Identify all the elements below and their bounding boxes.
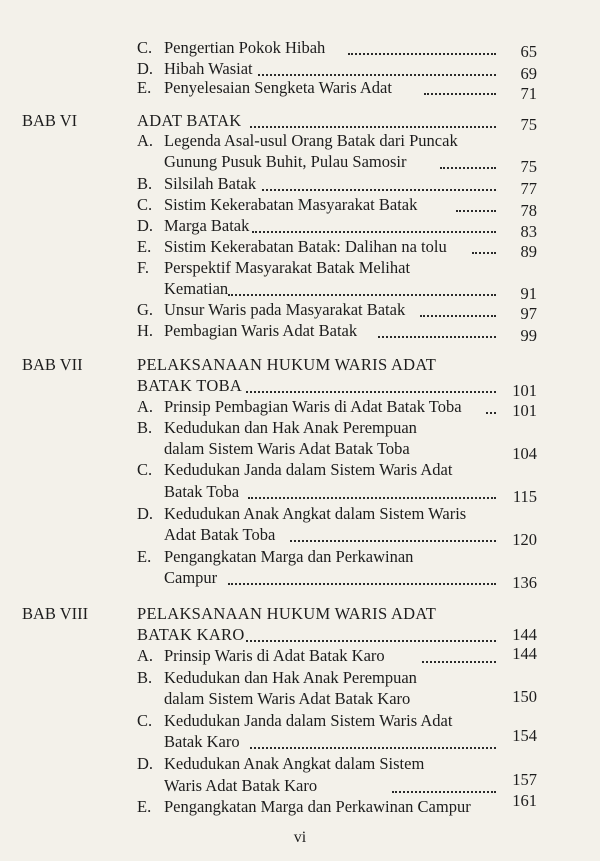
entry-text: Batak Karo (164, 732, 240, 751)
entry-letter: C. (137, 195, 153, 214)
entry-page: 115 (512, 487, 537, 506)
entry-page: 91 (520, 284, 537, 303)
chapter-title: PELAKSANAAN HUKUM WARIS ADAT (137, 604, 437, 623)
entry-text: Kedudukan dan Hak Anak Perempuan (164, 418, 417, 437)
entry-page: 65 (520, 42, 537, 61)
entry-text: Penyelesaian Sengketa Waris Adat (164, 78, 392, 97)
toc-entry (0, 130, 600, 152)
entry-text: Kedudukan Janda dalam Sistem Waris Adat (164, 460, 453, 479)
toc-entry (0, 667, 600, 689)
toc-entry (0, 791, 600, 818)
entry-page: 99 (520, 326, 537, 345)
entry-text: Prinsip Pembagian Waris di Adat Batak Toba (164, 397, 462, 416)
entry-letter: A. (137, 131, 154, 150)
entry-text: Pengertian Pokok Hibah (164, 38, 326, 57)
entry-letter: D. (137, 59, 154, 78)
chapter-page: 75 (520, 115, 537, 134)
toc-entry-continuation (0, 278, 600, 303)
toc-entry (0, 257, 600, 279)
chapter-title: BATAK TOBA (137, 376, 243, 395)
entry-letter: E. (137, 547, 152, 566)
toc-entry-continuation (0, 481, 600, 506)
chapter-title: BATAK KARO (137, 625, 245, 644)
dot-leader (246, 389, 496, 393)
toc-entry (0, 459, 600, 481)
entry-text: Batak Toba (164, 482, 240, 501)
dot-leader (250, 745, 496, 749)
entry-page: 71 (520, 84, 537, 103)
entry-text: Waris Adat Batak Karo (164, 776, 318, 795)
dot-leader (420, 313, 496, 317)
dot-leader (440, 165, 496, 169)
entry-letter: E. (137, 78, 152, 97)
dot-leader (472, 250, 496, 254)
entry-letter: G. (137, 300, 154, 319)
entry-letter: D. (137, 216, 154, 235)
entry-text: Pengangkatan Marga dan Perkawinan (164, 547, 414, 566)
entry-text: Marga Batak (164, 216, 250, 235)
toc-entry (0, 194, 600, 220)
toc-entry (0, 77, 600, 103)
toc-entry-continuation (0, 567, 600, 592)
toc-entry (0, 236, 600, 261)
dot-leader (290, 538, 496, 542)
toc-entry (0, 215, 600, 241)
entry-page: 101 (512, 401, 537, 420)
dot-leader (422, 659, 496, 663)
entry-text: Perspektif Masyarakat Batak Melihat (164, 258, 411, 277)
toc-entry-continuation (0, 726, 600, 753)
entry-letter: B. (137, 668, 153, 687)
dot-leader (258, 72, 496, 76)
chapter-page: 101 (512, 381, 537, 400)
dot-leader (246, 638, 496, 642)
chapter-heading (0, 354, 600, 376)
entry-text: Hibah Wasiat (164, 59, 253, 78)
entry-letter: D. (137, 754, 154, 773)
toc-entry (0, 503, 600, 525)
entry-text: Kedudukan Anak Angkat dalam Sistem Waris (164, 504, 467, 523)
entry-page: 83 (520, 222, 537, 241)
entry-letter: B. (137, 418, 153, 437)
entry-text: Kedudukan Janda dalam Sistem Waris Adat (164, 711, 453, 730)
dot-leader (252, 229, 496, 233)
dot-leader (392, 789, 496, 793)
entry-page: 154 (512, 726, 537, 745)
entry-text: Kedudukan dan Hak Anak Perempuan (164, 668, 417, 687)
entry-letter: D. (137, 504, 154, 523)
entry-page: 104 (512, 444, 537, 463)
dot-leader (248, 495, 496, 499)
toc-entry (0, 645, 600, 667)
entry-text: Legenda Asal-usul Orang Batak dari Puncak (164, 131, 458, 150)
chapter-number: BAB VII (22, 355, 83, 374)
dot-leader (424, 91, 496, 95)
dot-leader (378, 334, 496, 338)
chapter-title: ADAT BATAK (137, 111, 242, 130)
entry-letter: H. (137, 321, 154, 340)
chapter-number: BAB VI (22, 111, 78, 130)
toc-entry (0, 710, 600, 732)
entry-text: Pengangkatan Marga dan Perkawinan Campur (164, 797, 471, 816)
entry-letter: F. (137, 258, 149, 277)
dot-leader (348, 51, 496, 55)
entry-page: 69 (520, 64, 537, 83)
entry-text: Kedudukan Anak Angkat dalam Sistem (164, 754, 425, 773)
chapter-page: 144 (512, 625, 537, 644)
entry-text: Pembagian Waris Adat Batak (164, 321, 358, 340)
toc-entry (0, 320, 600, 345)
entry-text: dalam Sistem Waris Adat Batak Toba (164, 439, 410, 458)
entry-letter: C. (137, 460, 153, 479)
chapter-heading (0, 110, 600, 132)
entry-page: 89 (520, 242, 537, 261)
entry-letter: A. (137, 646, 154, 665)
entry-page: 78 (520, 201, 537, 220)
entry-page: 136 (512, 573, 537, 592)
entry-page: 120 (512, 530, 537, 549)
entry-page: 157 (512, 770, 537, 789)
dot-leader (228, 581, 496, 585)
dot-leader (456, 208, 496, 212)
toc-entry-continuation (0, 151, 600, 176)
dot-leader (262, 187, 496, 191)
entry-page: 77 (520, 179, 537, 198)
chapter-number: BAB VIII (22, 604, 89, 623)
entry-page: 75 (520, 157, 537, 176)
toc-entry (0, 37, 600, 59)
toc-entry (0, 299, 600, 321)
entry-text: Sistim Kekerabatan Batak: Dalihan na tolu (164, 237, 447, 256)
toc-entry (0, 753, 600, 775)
toc-entry-continuation (0, 770, 600, 797)
entry-text: Prinsip Waris di Adat Batak Karo (164, 646, 385, 665)
entry-letter: E. (137, 797, 152, 816)
entry-page: 144 (512, 644, 537, 663)
entry-page: 161 (512, 791, 537, 810)
entry-text: Sistim Kekerabatan Masyarakat Batak (164, 195, 418, 214)
toc-entry-continuation (0, 524, 600, 549)
entry-text: Gunung Pusuk Buhit, Pulau Samosir (164, 152, 407, 171)
chapter-title: PELAKSANAAN HUKUM WARIS ADAT (137, 355, 437, 374)
dot-leader (486, 410, 496, 414)
toc-entry-continuation (0, 688, 600, 710)
toc-entry (0, 396, 600, 418)
dot-leader (228, 292, 496, 296)
entry-page: 150 (512, 687, 537, 706)
toc-entry-continuation (0, 438, 600, 463)
toc-entry (0, 417, 600, 439)
toc-entry (0, 546, 600, 568)
page-number: vi (293, 829, 307, 846)
entry-letter: E. (137, 237, 152, 256)
entry-letter: C. (137, 711, 153, 730)
chapter-heading-continuation (0, 624, 600, 646)
entry-text: Kematian (164, 279, 229, 298)
entry-text: dalam Sistem Waris Adat Batak Karo (164, 689, 411, 708)
chapter-heading-continuation (0, 375, 600, 400)
entry-page: 97 (520, 304, 537, 323)
entry-text: Campur (164, 568, 218, 587)
entry-letter: A. (137, 397, 154, 416)
entry-text: Unsur Waris pada Masyarakat Batak (164, 300, 406, 319)
entry-text: Silsilah Batak (164, 174, 257, 193)
chapter-heading (0, 603, 600, 625)
toc-entry (0, 173, 600, 198)
entry-letter: C. (137, 38, 153, 57)
entry-letter: B. (137, 174, 153, 193)
entry-text: Adat Batak Toba (164, 525, 276, 544)
dot-leader (250, 124, 496, 128)
